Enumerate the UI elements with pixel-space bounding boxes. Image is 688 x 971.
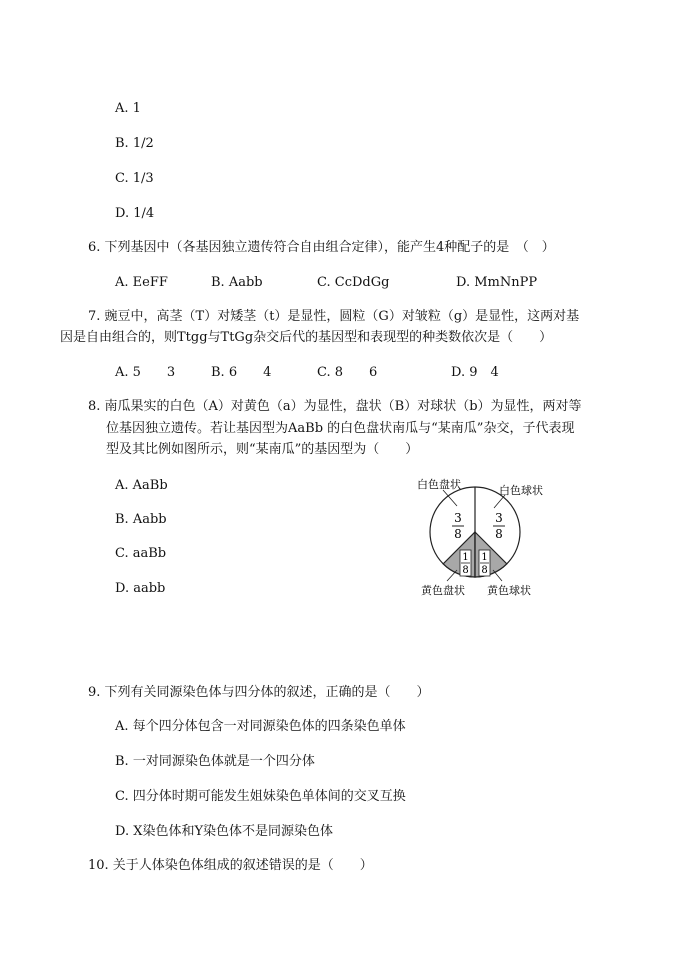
label-white-disc: 白色盘状 <box>417 478 461 491</box>
q6-option-d: D. MmNnPP <box>456 275 538 290</box>
svg-text:1: 1 <box>481 552 488 563</box>
q9-option-c: C. 四分体时期可能发生姐妹染色单体间的交叉互换 <box>115 789 406 804</box>
q8-pie-figure <box>405 470 555 605</box>
leader-yellow-disc <box>447 570 457 581</box>
q7-stem-line-2: 因是自由组合的，则Ttgg与TtGg杂交后代的基因型和表现型的种类数依次是（ ） <box>60 330 553 345</box>
q8-stem-line-3: 型及其比例如图所示，则“某南瓜”的基因型为（ ） <box>106 442 419 457</box>
q8-option-d: D. aabb <box>115 581 166 596</box>
svg-text:1: 1 <box>462 552 469 563</box>
q8-option-a: A. AaBb <box>115 478 168 493</box>
q7-option-a: A. 5 3 <box>115 365 176 380</box>
fraction-yellow-disc <box>460 550 471 576</box>
q8-stem-line-2: 位基因独立遗传。若让基因型为AaBb 的白色盘状南瓜与“某南瓜”杂交，子代表现 <box>106 421 575 436</box>
q6-option-b: B. Aabb <box>211 275 263 290</box>
q9-option-b: B. 一对同源染色体就是一个四分体 <box>115 754 315 769</box>
label-white-sphere: 白色球状 <box>499 484 543 497</box>
svg-text:3: 3 <box>495 511 503 525</box>
q5-option-b: B. 1/2 <box>115 136 154 151</box>
label-yellow-sphere: 黄色球状 <box>487 584 531 597</box>
q6-option-a: A. EeFF <box>115 275 168 290</box>
q8-option-b: B. Aabb <box>115 512 167 527</box>
q8-stem-line-1: 8. 南瓜果实的白色（A）对黄色（a）为显性，盘状（B）对球状（b）为显性，两对等 <box>88 399 582 414</box>
label-yellow-disc: 黄色盘状 <box>421 584 465 597</box>
svg-text:8: 8 <box>454 527 462 541</box>
q6-option-c: C. CcDdGg <box>317 275 390 290</box>
svg-text:8: 8 <box>481 565 488 576</box>
svg-text:3: 3 <box>454 511 462 525</box>
q9-option-a: A. 每个四分体包含一对同源染色体的四条染色单体 <box>115 719 406 734</box>
q7-option-d: D. 9 4 <box>451 365 499 380</box>
q9-option-d: D. X染色体和Y染色体不是同源染色体 <box>115 824 334 839</box>
q6-stem: 6. 下列基因中（各基因独立遗传符合自由组合定律），能产生4种配子的是 （ ） <box>88 240 555 255</box>
q9-stem: 9. 下列有关同源染色体与四分体的叙述，正确的是（ ） <box>88 685 430 700</box>
svg-text:8: 8 <box>495 527 503 541</box>
q5-option-c: C. 1/3 <box>115 171 154 186</box>
q7-option-c: C. 8 6 <box>317 365 378 380</box>
q8-option-c: C. aaBb <box>115 546 167 561</box>
q7-option-b: B. 6 4 <box>211 365 272 380</box>
fraction-yellow-sphere <box>479 550 490 576</box>
q10-stem: 10. 关于人体染色体组成的叙述错误的是（ ） <box>88 858 373 873</box>
q5-option-a: A. 1 <box>115 101 141 116</box>
svg-text:8: 8 <box>462 565 469 576</box>
q7-stem-line-1: 7. 豌豆中，高茎（T）对矮茎（t）是显性，圆粒（G）对皱粒（g）是显性，这两对基 <box>88 309 580 324</box>
q5-option-d: D. 1/4 <box>115 206 155 221</box>
